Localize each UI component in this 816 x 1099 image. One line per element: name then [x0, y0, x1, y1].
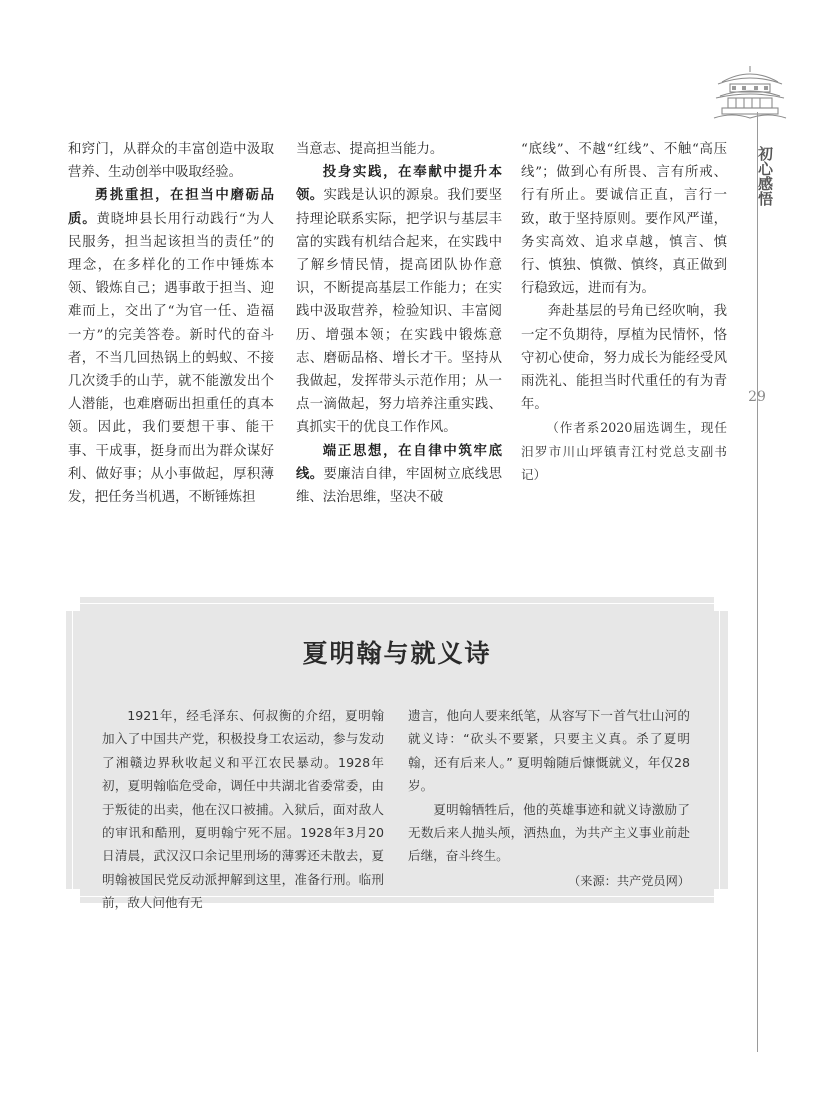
paragraph-text: 黄晓坤县长用行动践行“为人民服务，担当起该担当的责任”的理念，在多样化的工作中锤炼本领、锻炼自己；遇事敢于担当、迎难而上，交出了“为官一任、造福一方”的完美答卷。新时代的奋斗者，不当几回热锅上的蚂蚁、不接几次烫手的山芋，就不能激发出个人潜能，也难磨砺出担重任的真本领。因此，我们要想干事、能干事、干成事，挺身而出为群众谋好利、做好事；从小事做起，厚积薄发，把任务当机遇，不断锤炼担 — [68, 211, 274, 506]
paragraph-text: 实践是认识的源泉。我们要坚持理论联系实际，把学识与基层丰富的实践有机结合起来，在实践中了解乡情民情，提高团队协作意识，不断提高基层工作能力；在实践中汲取营养，检验知识、丰富阅历、增强本领；在实践中锻炼意志、磨砺品格、增长才干。坚持从我做起，发挥带头示范作用；从一点一滴做起，努力培养注重实践、真抓实干的优良工作作风。 — [296, 188, 502, 436]
paragraph — [296, 161, 502, 439]
subheading: 勇挑重担，在担当中磨砺品质。 — [68, 188, 274, 227]
article-column-1 — [68, 138, 274, 509]
article-column-3 — [521, 138, 727, 486]
section-label: 初心感悟 — [756, 146, 774, 206]
side-divider — [757, 112, 758, 1052]
source-credit: （来源：共产党员网） — [568, 873, 690, 888]
paragraph: “底线”、不越“红线”、不触“高压线”；做到心有所畏、言有所戒、行有所止。要诚信正直，言行一致，敢于坚持原则。要作风严谨，务实高效、追求卓越，慎言、慎行、慎独、慎微、慎终，真正做到行稳致远，进而有为。 — [521, 142, 727, 297]
paragraph: 遗言，他向人要来纸笔，从容写下一首气壮山河的就义诗：“砍头不要紧，只要主义真。杀了夏明翰，还有后来人。” 夏明翰随后慷慨就义，年仅28岁。 — [408, 708, 690, 794]
article-column-2 — [296, 138, 502, 509]
paragraph: 奔赴基层的号角已经吹响，我一定不负期待，厚植为民情怀，恪守初心使命，努力成长为能经受风雨洗礼、能担当时代重任的有为青年。 — [521, 304, 727, 413]
paragraph: 和窍门，从群众的丰富创造中汲取营养、生动创举中吸取经验。 — [68, 142, 274, 181]
paragraph — [68, 184, 274, 509]
box-title: 夏明翰与就义诗 — [302, 639, 492, 668]
box-corner — [66, 597, 80, 611]
subheading: 投身实践，在奉献中提升本领。 — [296, 165, 502, 204]
paragraph: 夏明翰牺牲后，他的英雄事迹和就义诗激励了无数后来人抛头颅，洒热血，为共产主义事业前赴后继，奋斗终生。 — [408, 801, 690, 864]
paragraph-text: 要廉洁自律，牢固树立底线思维、法治思维，坚决不破 — [296, 466, 502, 506]
paragraph: 当意志、提高担当能力。 — [296, 142, 444, 157]
author-note: （作者系2020届选调生，现任汨罗市川山坪镇青江村党总支副书记） — [521, 420, 727, 482]
box-corner — [66, 889, 80, 903]
box-corner — [714, 597, 728, 611]
paragraph: 1921年，经毛泽东、何叔衡的介绍，夏明翰加入了中国共产党，积极投身工农运动，参与发动了湘赣边界秋收起义和平江农民暴动。1928年初，夏明翰临危受命，调任中共湖北省委常委，由于叛徒的出卖，他在汉口被捕。入狱后，面对敌人的审讯和酷刑，夏明翰宁死不屈。1928年3月20日清晨，武汉汉口余记里刑场的薄雾还未散去，夏明翰被国民党反动派押解到这里，准备行刑。临刑前，敌人问他有无 — [102, 708, 384, 911]
subheading: 端正思想，在自律中筑牢底线。 — [296, 443, 502, 482]
paragraph — [296, 440, 502, 510]
box-column-1 — [102, 704, 384, 915]
box-corner — [714, 889, 728, 903]
page-number: 29 — [748, 389, 766, 405]
pavilion-icon — [712, 62, 788, 124]
box-column-2 — [408, 704, 690, 893]
